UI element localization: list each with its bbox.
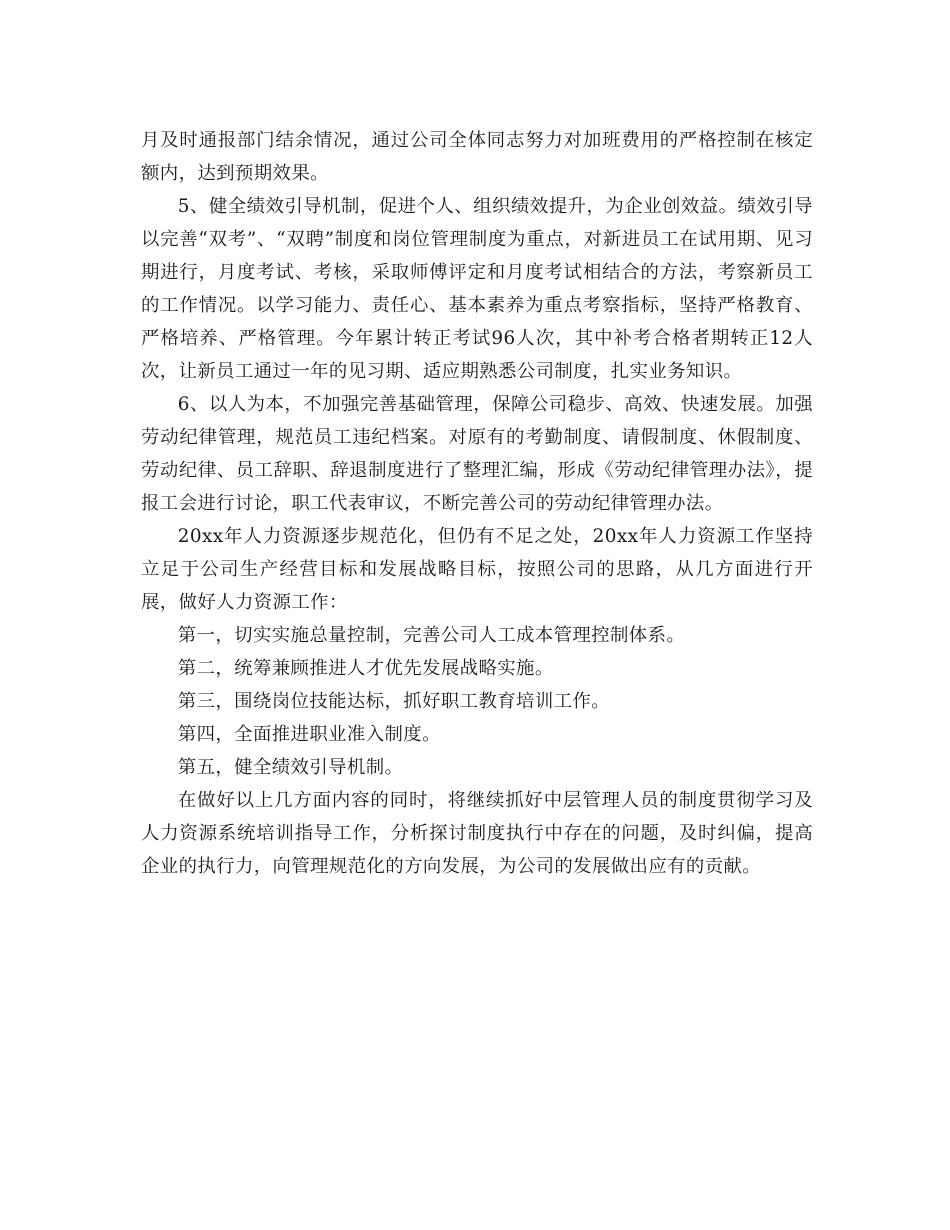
paragraph-conclusion: 在做好以上几方面内容的同时，将继续抓好中层管理人员的制度贯彻学习及人力资源系统培训指导工作，分析探讨制度执行中存在的问题，及时纠偏，提高企业的执行力，向管理规范化的方向发展，为公司的发展做出应有的贡献。 — [141, 790, 813, 877]
document-body — [141, 124, 813, 883]
plan-point-5: 第五，健全绩效引导机制。 — [177, 757, 404, 778]
paragraph-item-5: 5、健全绩效引导机制，促进个人、组织绩效提升，为企业创效益。绩效引导以完善“双考”、“双聘”制度和岗位管理制度为重点，对新进员工在试用期、见习期进行，月度考试、考核，采取师傅评定和月度考试相结合的方法，考察新员工的工作情况。以学习能力、责任心、基本素养为重点考察指标，坚持严格教育、严格培养、严格管理。今年累计转正考试96人次，其中补考合格者期转正12人次，让新员工通过一年的见习期、适应期熟悉公司制度，扎实业务知识。 — [141, 196, 813, 382]
paragraph-item-6: 6、以人为本，不加强完善基础管理，保障公司稳步、高效、快速发展。加强劳动纪律管理，规范员工违纪档案。对原有的考勤制度、请假制度、休假制度、劳动纪律、员工辞职、辞退制度进行了整理汇编，形成《劳动纪律管理办法》，提报工会进行讨论，职工代表审议，不断完善公司的劳动纪律管理办法。 — [141, 394, 813, 514]
plan-point-1: 第一，切实实施总量控制，完善公司人工成本管理控制体系。 — [177, 625, 686, 646]
paragraph-continuation: 月及时通报部门结余情况，通过公司全体同志努力对加班费用的严格控制在核定额内，达到预期效果。 — [141, 130, 813, 184]
plan-point-3: 第三，围绕岗位技能达标，抓好职工教育培训工作。 — [177, 691, 610, 712]
paragraph-plan-intro: 20xx年人力资源逐步规范化，但仍有不足之处，20xx年人力资源工作坚持立足于公司生产经营目标和发展战略目标，按照公司的思路，从几方面进行开展，做好人力资源工作： — [141, 526, 813, 613]
plan-point-2: 第二，统筹兼顾推进人才优先发展战略实施。 — [177, 658, 554, 679]
plan-point-4: 第四，全面推进职业准入制度。 — [177, 724, 441, 745]
